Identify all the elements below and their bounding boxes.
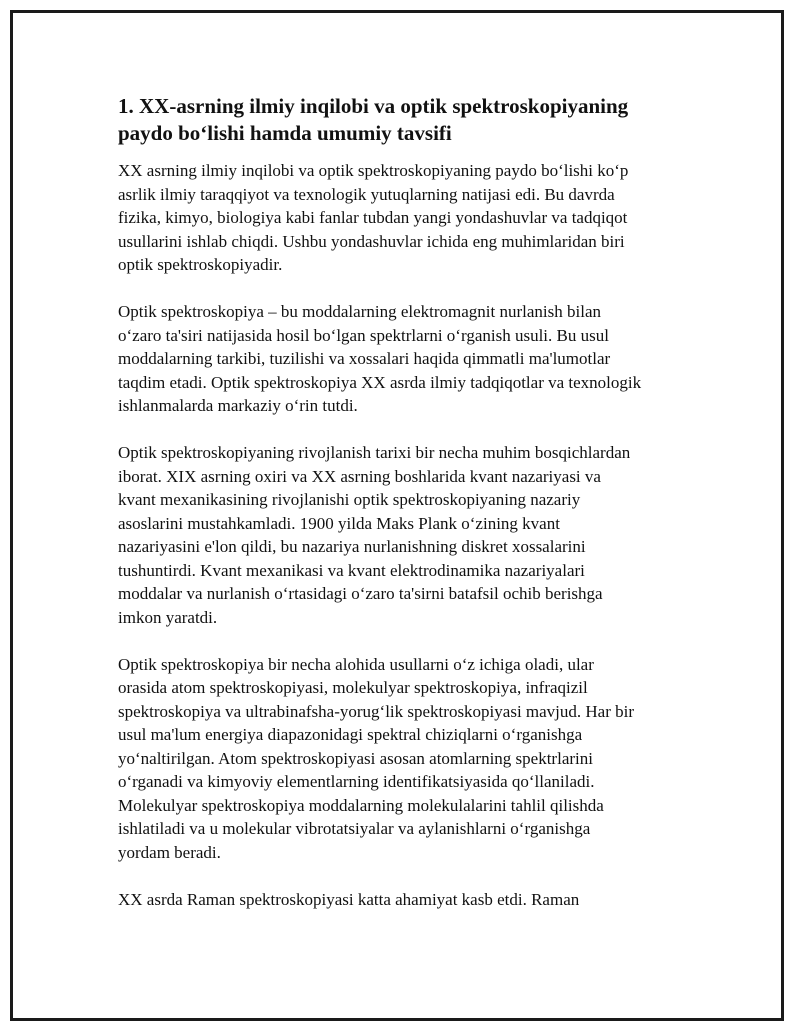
paragraph-3: Optik spektroskopiyaning rivojlanish tarixi bir necha muhim bosqichlardan iborat. XIX asrning oxiri va XX asrning boshlarida kvant nazariyasi va kvant mexanikasining rivojlanishi optik spektroskopiyaning nazariy asoslarini mustahkamladi. 1900 yilda Maks Plank o‘zining kvant nazariyasini e'lon qildi, bu nazariya nurlanishning diskret xossalarini tushuntirdi. Kvant mexanikasi va kvant elektrodinamika nazariyalari moddalar va nurlanish o‘rtasidagi o‘zaro ta'sirni batafsil ochib berishga imkon yaratdi. [118, 443, 631, 627]
paragraph-1: XX asrning ilmiy inqilobi va optik spektroskopiyaning paydo bo‘lishi ko‘p asrlik ilmiy taraqqiyot va texnologik yutuqlarning natijasi edi. Bu davrda fizika, kimyo, biologiya kabi fanlar tubdan yangi yondashuvlar va tadqiqot usullarini ishlab chiqdi. Ushbu yondashuvlar ichida eng muhimlaridan biri optik spektroskopiyadir. [118, 161, 629, 274]
paragraph-5: XX asrda Raman spektroskopiyasi katta ahamiyat kasb etdi. Raman [118, 889, 580, 909]
section-heading: 1. XX-asrning ilmiy inqilobi va optik spektroskopiyaning paydo bo‘lishi hamda umumiy tavsifi [118, 94, 629, 145]
document-body [118, 93, 688, 935]
paragraph-4: Optik spektroskopiya bir necha alohida usullarni o‘z ichiga oladi, ular orasida atom spektroskopiyasi, molekulyar spektroskopiya, infraqizil spektroskopiya va ultrabinafsha-yorug‘lik spektroskopiyasi mavjud. Har bir usul ma'lum energiya diapazonidagi spektral chiziqlarni o‘rganishga yo‘naltirilgan. Atom spektroskopiyasi asosan atomlarning spektrlarini o‘rganadi va kimyoviy elementlarning identifikatsiyasida qo‘llaniladi. Molekulyar spektroskopiya moddalarning molekulalarini tahlil qilishda ishlatiladi va u molekular vibrotatsiyalar va aylanishlarni o‘rganishga yordam beradi. [118, 654, 635, 862]
paragraph-2: Optik spektroskopiya – bu moddalarning elektromagnit nurlanish bilan o‘zaro ta'siri natijasida hosil bo‘lgan spektrlarni o‘rganish usuli. Bu usul moddalarning tarkibi, tuzilishi va xossalari haqida qimmatli ma'lumotlar taqdim etadi. Optik spektroskopiya XX asrda ilmiy tadqiqotlar va texnologik ishlanmalarda markaziy o‘rin tutdi. [118, 302, 642, 415]
